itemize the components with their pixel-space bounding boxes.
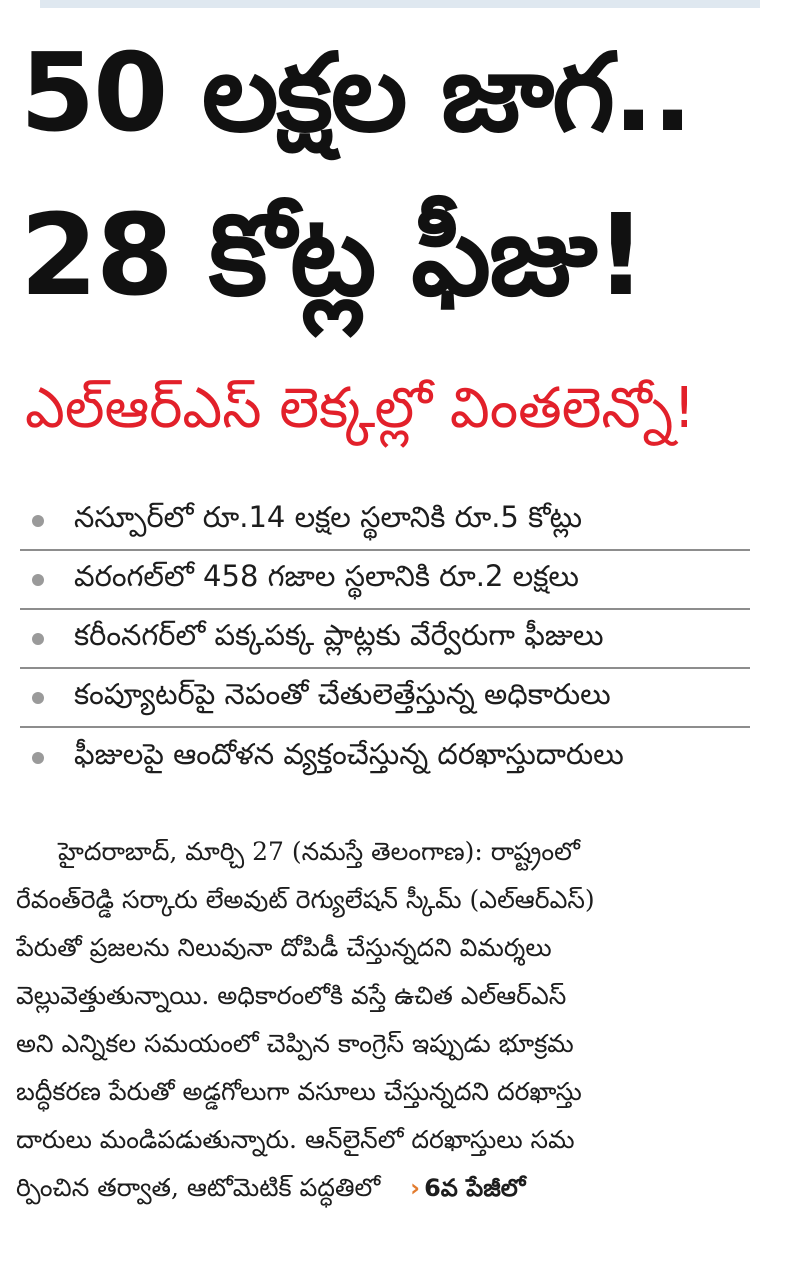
subheadline: ఎల్ఆర్ఎస్ లెక్కల్లో వింతలెన్నో!: [25, 376, 696, 441]
body-line: పేరుతో ప్రజలను నిలువునా దోపిడీ చేస్తున్నదని విమర్శలు: [16, 933, 552, 962]
body-line: బద్ధీకరణ పేరుతో అడ్డగోలుగా వసూలు చేస్తున్నదని దరఖాస్తు: [16, 1077, 582, 1106]
bullet-text: వరంగల్‌లో 458 గజాల స్థలానికి రూ.2 లక్షలు: [74, 558, 579, 593]
body-line: రేవంత్‌రెడ్డి సర్కారు లేఅవుట్ రెగ్యులేషన్ స్కీమ్ (ఎల్ఆర్ఎస్): [16, 885, 595, 914]
body-line-text: ర్పించిన తర్వాత, ఆటోమెటిక్ పద్ధతిలో: [16, 1173, 381, 1202]
list-item: [20, 551, 750, 610]
bullet-text: కంప్యూటర్‌పై నెపంతో చేతులెత్తేస్తున్న అధికారులు: [74, 676, 611, 711]
headline-line-2: 28 కోట్ల ఫీజు!: [20, 191, 645, 321]
highlights-list: [20, 492, 750, 787]
body-line: వెల్లువెత్తుతున్నాయి. అధికారంలోకి వస్తే ఉచిత ఎల్ఆర్ఎస్: [16, 981, 567, 1010]
chevron-right-icon: ›: [410, 1174, 421, 1202]
bullet-icon: [32, 574, 44, 586]
body-line: హైదరాబాద్, మార్చి 27 (నమస్తే తెలంగాణ): రాష్ట్రంలో: [58, 837, 580, 866]
top-rule: [40, 0, 760, 8]
bullet-icon: [32, 692, 44, 704]
bullet-text: కరీంనగర్‌లో పక్కపక్క ప్లాట్లకు వేర్వేరుగా ఫీజులు: [74, 617, 604, 652]
bullet-icon: [32, 752, 44, 764]
body-line: దారులు మండిపడుతున్నారు. ఆన్‌లైన్‌లో దరఖాస్తులు సమ: [16, 1125, 575, 1154]
list-item: [20, 610, 750, 669]
bullet-text: ఫీజులపై ఆందోళన వ్యక్తంచేస్తున్న దరఖాస్తుదారులు: [74, 736, 624, 771]
list-item: [20, 492, 750, 551]
continued-label: 6వ పేజీలో: [424, 1174, 526, 1202]
headline-line-1: 50 లక్షల జాగ..: [20, 31, 691, 156]
body-line-last: [16, 1164, 786, 1212]
bullet-icon: [32, 515, 44, 527]
article-body: [16, 828, 786, 1212]
bullet-text: నస్పూర్‌లో రూ.14 లక్షల స్థలానికి రూ.5 కోట్లు: [74, 499, 582, 534]
body-line: అని ఎన్నికల సమయంలో చెప్పిన కాంగ్రెస్ ఇప్పుడు భూక్రమ: [16, 1029, 574, 1058]
list-item: [20, 728, 750, 787]
continued-link[interactable]: [410, 1164, 525, 1212]
bullet-icon: [32, 633, 44, 645]
list-item: [20, 669, 750, 728]
